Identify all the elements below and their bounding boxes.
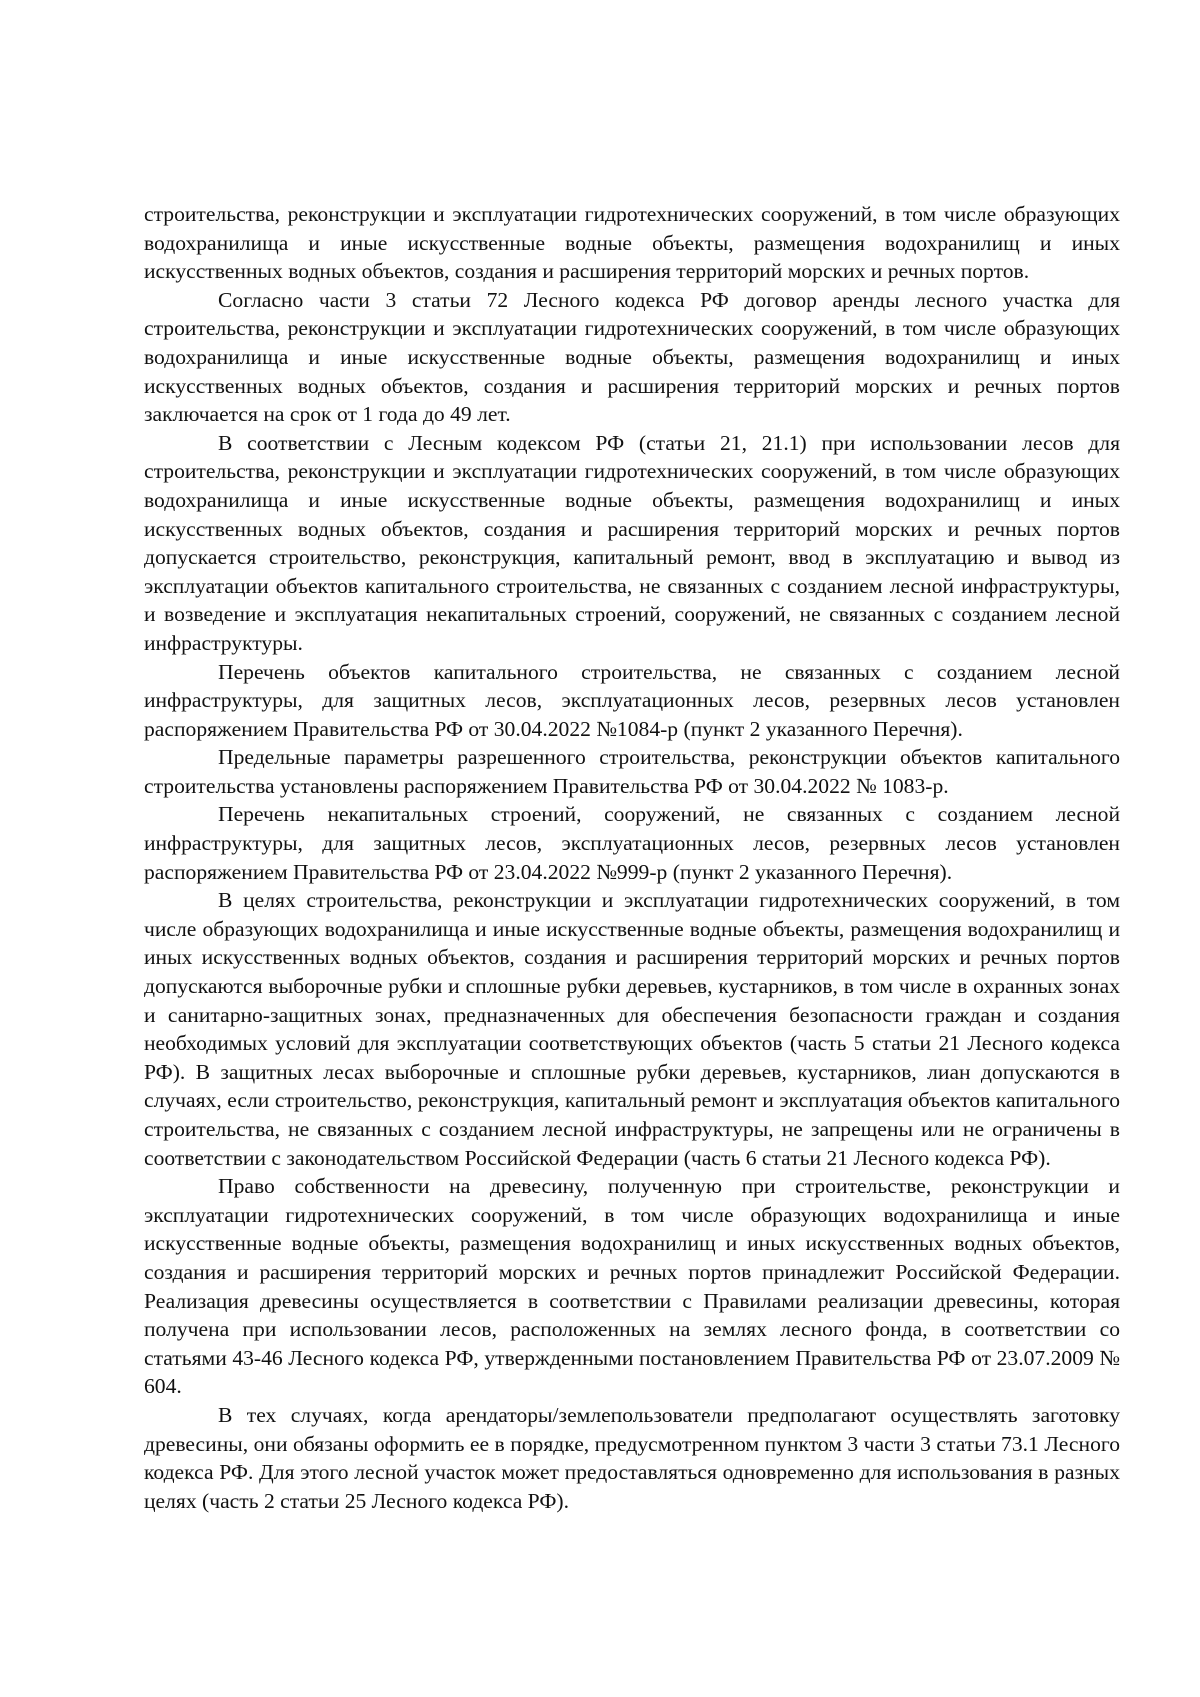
paragraph-felling-rules: В целях строительства, реконструкции и эксплуатации гидротехнических сооружений, в том числе образующих водохранилища и иные искусственные водные объекты, размещения водохранилищ и иных искусственных водных объектов, создания и расширения территорий морских и речных портов допускаются выборочные рубки и сплошные рубки деревьев, кустарников, в том числе в охранных зонах и санитарно-защитных зонах, предназначенных для обеспечения безопасности граждан и создания необходимых условий для эксплуатации соответствующих объектов (часть 5 статьи 21 Лесного кодекса РФ). В защитных лесах выборочные и сплошные рубки деревьев, кустарников, лиан допускаются в случаях, если строительство, реконструкция, капитальный ремонт и эксплуатация объектов капитального строительства, не связанных с созданием лесной инфраструктуры, не запрещены или не ограничены в соответствии с законодательством Российской Федерации (часть 6 статьи 21 Лесного кодекса РФ). bbox=[144, 888, 1120, 1170]
document-body bbox=[144, 200, 1120, 1515]
paragraph-continuation: строительства, реконструкции и эксплуатации гидротехнических сооружений, в том числе образующих водохранилища и иные искусственные водные объекты, размещения водохранилищ и иных искусственных водных объектов, создания и расширения территорий морских и речных портов. bbox=[144, 202, 1120, 284]
paragraph-timber-ownership: Право собственности на древесину, полученную при строительстве, реконструкции и эксплуатации гидротехнических сооружений, в том числе образующих водохранилища и иные искусственные водные объекты, размещения водохранилищ и иных искусственных водных объектов, создания и расширения территорий морских и речных портов принадлежит Российской Федерации. Реализация древесины осуществляется в соответствии с Правилами реализации древесины, которая получена при использовании лесов, расположенных на землях лесного фонда, в соответствии со статьями 43-46 Лесного кодекса РФ, утвержденными постановлением Правительства РФ от 23.07.2009 № 604. bbox=[144, 1174, 1120, 1399]
paragraph-non-capital-structures-list: Перечень некапитальных строений, сооружений, не связанных с созданием лесной инфраструктуры, для защитных лесов, эксплуатационных лесов, резервных лесов установлен распоряжением Правительства РФ от 23.04.2022 №999-р (пункт 2 указанного Перечня). bbox=[144, 802, 1120, 884]
paragraph-permitted-construction: В соответствии с Лесным кодексом РФ (статьи 21, 21.1) при использовании лесов для строительства, реконструкции и эксплуатации гидротехнических сооружений, в том числе образующих водохранилища и иные искусственные водные объекты, размещения водохранилищ и иных искусственных водных объектов, создания и расширения территорий морских и речных портов допускается строительство, реконструкция, капитальный ремонт, ввод в эксплуатацию и вывод из эксплуатации объектов капитального строительства, не связанных с созданием лесной инфраструктуры, и возведение и эксплуатация некапитальных строений, сооружений, не связанных с созданием лесной инфраструктуры. bbox=[144, 430, 1120, 655]
paragraph-construction-parameters: Предельные параметры разрешенного строительства, реконструкции объектов капитального строительства установлены распоряжением Правительства РФ от 30.04.2022 № 1083-р. bbox=[144, 745, 1120, 798]
paragraph-timber-harvesting: В тех случаях, когда арендаторы/землепользователи предполагают осуществлять заготовку древесины, они обязаны оформить ее в порядке, предусмотренном пунктом 3 части 3 статьи 73.1 Лесного кодекса РФ. Для этого лесной участок может предоставляться одновременно для использования в разных целях (часть 2 статьи 25 Лесного кодекса РФ). bbox=[144, 1402, 1120, 1513]
paragraph-lease-term: Согласно части 3 статьи 72 Лесного кодекса РФ договор аренды лесного участка для строительства, реконструкции и эксплуатации гидротехнических сооружений, в том числе образующих водохранилища и иные искусственные водные объекты, размещения водохранилищ и иных искусственных водных объектов, создания и расширения территорий морских и речных портов заключается на срок от 1 года до 49 лет. bbox=[144, 287, 1120, 427]
paragraph-capital-objects-list: Перечень объектов капитального строительства, не связанных с созданием лесной инфраструктуры, для защитных лесов, эксплуатационных лесов, резервных лесов установлен распоряжением Правительства РФ от 30.04.2022 №1084-р (пункт 2 указанного Перечня). bbox=[144, 659, 1120, 741]
